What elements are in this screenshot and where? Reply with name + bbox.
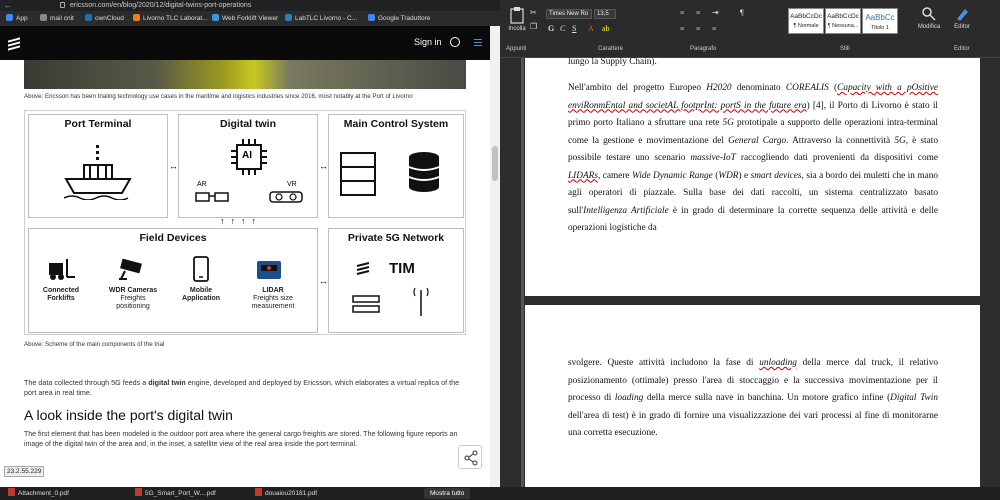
style-heading1[interactable]: AaBbCc Titolo 1	[862, 8, 898, 34]
search-icon	[921, 6, 937, 22]
style-normal[interactable]: AaBbCcDc ¶ Normale	[788, 8, 824, 34]
site-header	[0, 26, 500, 60]
device-lidar: LIDAR Freights size measurement	[251, 287, 295, 310]
download-item-attachment[interactable]: Attachment_0.pdf	[8, 487, 69, 500]
pilcrow-icon[interactable]: ¶	[740, 8, 744, 17]
lock-icon	[60, 2, 65, 8]
network-device-icon	[351, 294, 381, 314]
arrow-icon: ↔	[319, 276, 328, 286]
address-bar[interactable]	[0, 0, 500, 11]
main-control-box	[328, 114, 464, 218]
camera-icon	[117, 257, 147, 281]
port-photo	[24, 60, 466, 89]
tim-logo: TIM	[389, 260, 415, 277]
paste-button[interactable]: Incolla	[506, 6, 528, 32]
page-scrollbar[interactable]	[490, 26, 500, 487]
ship-icon	[64, 145, 134, 200]
digital-twin-box	[178, 114, 318, 218]
copy-icon[interactable]: ❐	[530, 22, 538, 31]
show-all-button[interactable]: Mostra tutto	[424, 488, 470, 499]
port-terminal-title: Port Terminal	[64, 118, 132, 130]
font-name-select[interactable]: Times New Ro	[546, 9, 592, 19]
bookmark-google-translate[interactable]: Google Traduttore	[368, 11, 430, 26]
device-mobile-app: Mobile Application	[181, 287, 221, 302]
private-5g-box	[328, 228, 464, 333]
document-page-1[interactable]	[525, 58, 980, 296]
bookmark-livorno-tlc[interactable]: Livorno TLC Laborat...	[133, 11, 208, 26]
doc-paragraph-corealis[interactable]: Nell'ambito del progetto Europeo H2020 denominato COREALIS (Capacity with a pOsitive enviRonmEntal and societAL footprInt: portS in the future era) [4], il Porto di Livorno è stato il primo porto Italiano a sfruttare una rete 5G prototipale a supporto delle operazioni intra-terminal come la gestione e movimentazione del General Cargo. Attraverso la connettività 5G, è stato possibile testare uno scenario massive-IoT raccogliendo dati provenienti da dispositivi come LIDARs, camere Wide Dynamic Range (WDR) e smart devices, sia a bordo dei muletti che in mano agli operatori di piazzale. Sulla base dei dati raccolti, un sistema centralizzato basato sull'Intelligenza Artificiale è in grado di determinare la corrette sequenza delle attività e delle operazioni logistiche da	[568, 83, 939, 233]
share-icon	[459, 446, 483, 470]
trial-diagram	[24, 110, 466, 335]
download-item-douaiou[interactable]: douaiou20181.pdf	[255, 487, 317, 500]
sign-in-link[interactable]: Sign in	[414, 37, 442, 47]
bookmark-owncloud[interactable]: ownCloud	[85, 11, 124, 26]
paragraph-digital-twin: The data collected through 5G feeds a digital twin engine, developed and deployed by Ericsson, which elaborates a virtual replica of the port area in real time.	[24, 378, 460, 397]
bookmark-mail-cnit[interactable]: mail cnit	[40, 11, 74, 26]
downloads-bar	[0, 487, 1000, 500]
document-page-2[interactable]	[525, 305, 980, 487]
bookmark-apps[interactable]: App	[6, 11, 28, 26]
editor-pen-icon	[954, 6, 970, 22]
field-devices-box	[28, 228, 318, 333]
timestamp-tooltip: 23.2.55.229	[4, 466, 44, 477]
download-item-5g-smart-port[interactable]: 5G_Smart_Port_W....pdf	[135, 487, 216, 500]
bookmark-labtlc[interactable]: LabTLC Livorno - C...	[285, 11, 357, 26]
italic-button[interactable]: C	[560, 24, 566, 33]
editor-button[interactable]: Editor	[948, 6, 976, 30]
arrow-icon: ↔	[319, 161, 328, 171]
pdf-icon	[8, 488, 15, 496]
pdf-icon	[135, 488, 142, 496]
mobile-icon	[192, 255, 210, 283]
private-5g-title: Private 5G Network	[347, 232, 445, 244]
numbered-list-icon[interactable]: ≡	[696, 8, 701, 17]
word-window	[500, 0, 1000, 487]
group-label-paragraph: Paragrafo	[690, 46, 717, 52]
font-size-select[interactable]: 13,5	[594, 9, 616, 19]
doc-paragraph-unloading[interactable]: svolgere. Queste attività includono la fase di unloading della merce dal truck, il relativo posizionamento (ottimale) presso l'area di stoccaggio e la successiva movimentazione per il processo di loading della merce sulla nave in banchina. Un motore grafico infine (Digital Twin dell'area di test) è in grado di fornire una visualizzazione dei vari processi al fine di monitorarne una corretta esecuzione.	[568, 358, 938, 438]
group-label-editor: Editor	[954, 46, 970, 52]
paragraph-port-area: The first element that has been modeled is the outdoor port area where the general cargo freights are stored. The following figure reports an image of the digital twin of the area and, in the inset, a satellite view of the real area inside the port terminal.	[24, 431, 458, 448]
bookmarks-bar	[0, 11, 500, 26]
vr-label: VR	[287, 181, 297, 188]
clipboard-icon	[509, 6, 525, 24]
bullet-list-icon[interactable]: ≡	[680, 8, 685, 17]
vertical-ruler	[521, 58, 524, 487]
port-terminal-box	[28, 114, 168, 218]
group-label-font: Carattere	[598, 46, 624, 52]
back-icon[interactable]: ←	[4, 1, 12, 10]
ribbon	[500, 0, 1000, 58]
font-color-button[interactable]: A	[588, 24, 594, 33]
globe-icon[interactable]	[450, 37, 460, 47]
indent-icon[interactable]: ⇥	[712, 8, 719, 17]
device-forklifts: Connected Forklifts	[42, 287, 80, 302]
group-label-clipboard: Appunti	[506, 46, 527, 52]
forklift-icon	[47, 257, 77, 281]
ericsson-logo-icon[interactable]	[8, 37, 20, 49]
bold-button[interactable]: G	[548, 24, 555, 33]
vr-headset-icon	[269, 191, 303, 203]
ericsson-logo-icon	[355, 261, 371, 277]
align-center-icon[interactable]: ≡	[696, 24, 701, 33]
device-wdr-cameras: WDR Cameras Freights positioning	[108, 287, 158, 310]
field-devices-title: Field Devices	[139, 232, 207, 244]
photo-caption: Above: Ericsson has been trialing technology use cases in the maritime and logistics industries since 2016, most notably at the Port of Livorno	[24, 93, 413, 100]
doc-line-supply-chain: lungo la Supply Chain).	[568, 57, 657, 67]
pdf-icon	[255, 488, 262, 496]
antenna-icon	[411, 284, 431, 318]
scrollbar-thumb[interactable]	[492, 146, 498, 181]
digital-twin-title: Digital twin	[220, 118, 276, 130]
up-arrows-icon: ↑↑↑↑	[220, 216, 262, 226]
cut-icon[interactable]: ✂	[530, 8, 537, 17]
underline-button[interactable]: S	[572, 24, 577, 33]
article-body	[0, 60, 490, 487]
server-rack-icon	[339, 151, 379, 197]
arrow-icon: ↔	[169, 161, 178, 171]
highlight-button[interactable]: ab	[602, 24, 610, 33]
ai-label: AI	[242, 150, 252, 161]
lidar-icon	[255, 257, 285, 281]
browser-window	[0, 0, 500, 487]
share-button[interactable]	[458, 445, 482, 469]
section-heading: A look inside the port's digital twin	[24, 407, 233, 423]
bookmark-forklift-viewer[interactable]: Web Forklift Viewer	[212, 11, 278, 26]
group-label-styles: Stili	[840, 46, 850, 52]
diagram-caption: Above: Scheme of the main components of the trial	[24, 341, 165, 348]
edit-button[interactable]: Modifica	[914, 6, 944, 30]
align-left-icon[interactable]: ≡	[680, 24, 685, 33]
database-icon	[407, 151, 441, 193]
main-control-title: Main Control System	[343, 118, 449, 130]
justify-icon[interactable]: ≡	[712, 24, 717, 33]
menu-icon[interactable]	[474, 39, 482, 48]
style-no-spacing[interactable]: AaBbCcDc ¶ Nessuna...	[825, 8, 861, 34]
url-text[interactable]: ericsson.com/en/blog/2020/12/digital-twins-port-operations	[70, 2, 252, 9]
ar-glasses-icon	[195, 191, 229, 203]
ar-label: AR	[197, 181, 207, 188]
